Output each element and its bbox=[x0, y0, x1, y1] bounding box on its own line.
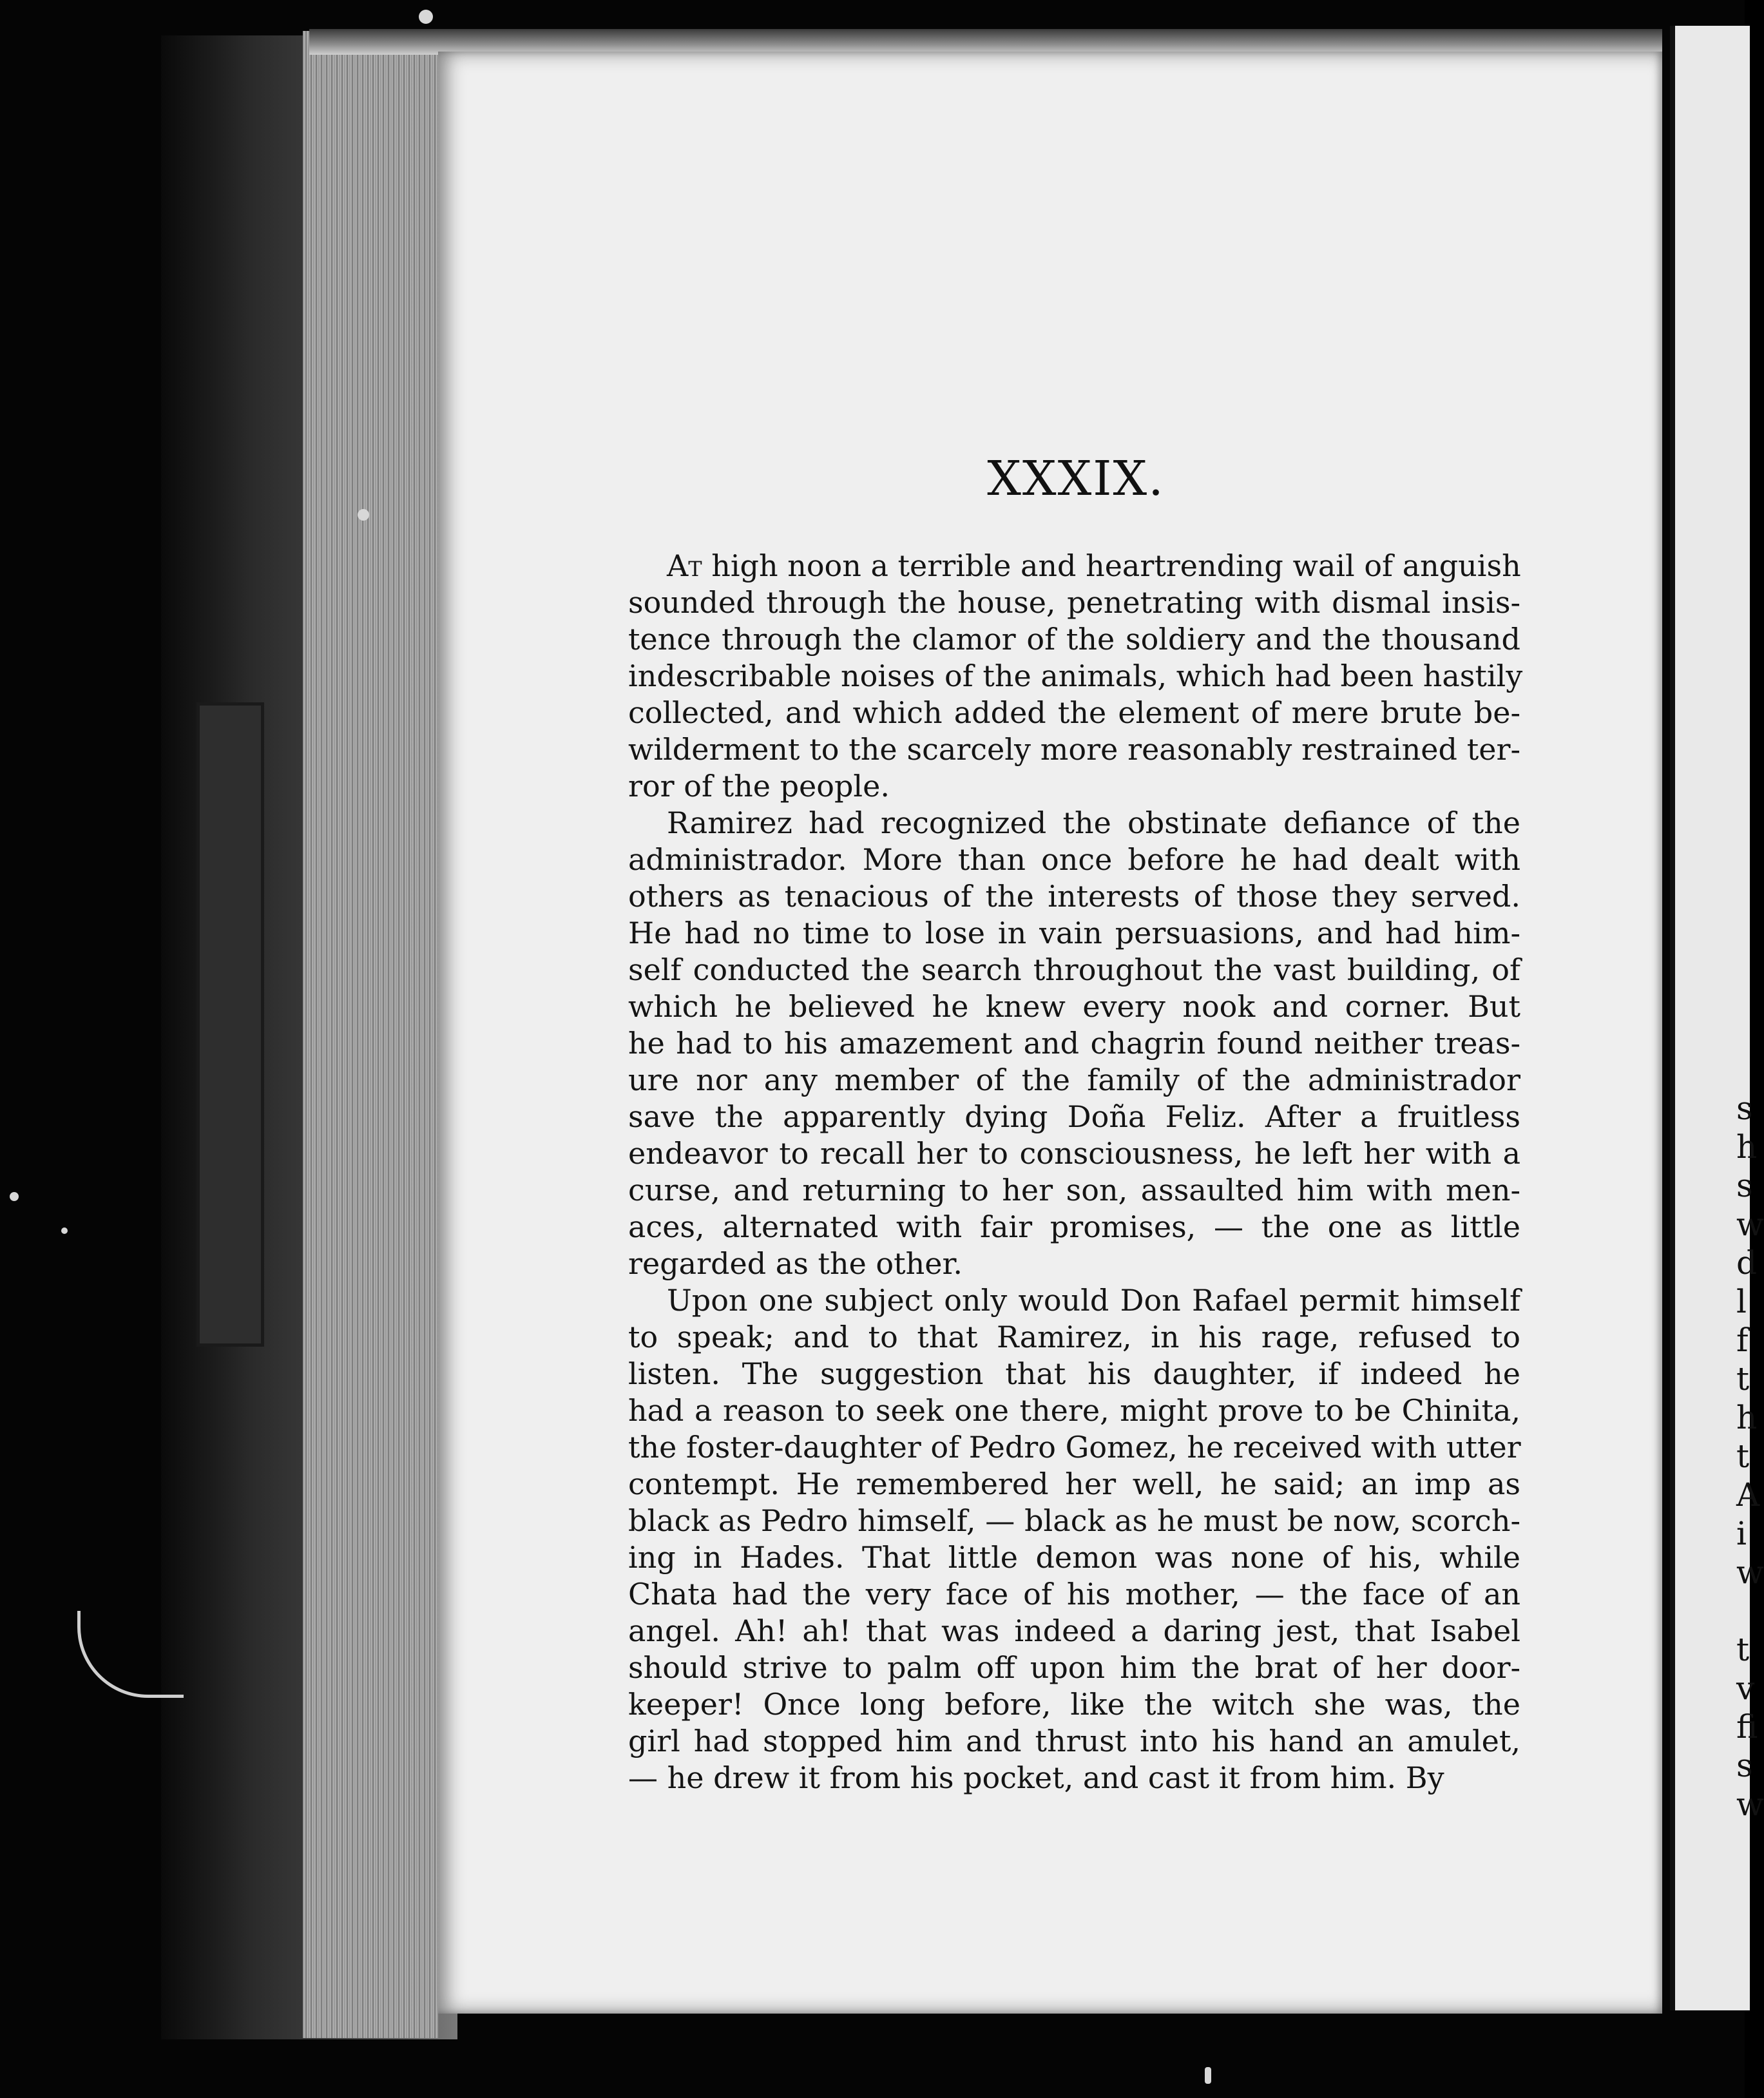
text-line: endeavor to recall her to consciousness, he left her with a bbox=[628, 1136, 1520, 1171]
text-line: should strive to palm off upon him the brat of her door- bbox=[628, 1650, 1520, 1685]
body-text bbox=[628, 548, 1523, 1796]
text-line: ror of the people. bbox=[628, 769, 890, 804]
dust-speck bbox=[419, 10, 433, 24]
text-line: He had no time to lose in vain persuasions, and had him- bbox=[628, 916, 1520, 950]
text-line: sounded through the house, penetrating with dismal insis- bbox=[628, 585, 1520, 620]
text-line: the foster-daughter of Pedro Gomez, he received with utter bbox=[628, 1430, 1521, 1465]
text-line: tence through the clamor of the soldiery and the thousand bbox=[628, 622, 1520, 657]
paragraph-lead-word: At bbox=[667, 548, 702, 583]
text-line: he had to his amazement and chagrin found neither treas- bbox=[628, 1026, 1520, 1061]
chapter-heading: XXXIX. bbox=[987, 451, 1165, 506]
text-line: black as Pedro himself, — black as he must be now, scorch- bbox=[628, 1503, 1520, 1538]
dust-speck bbox=[61, 1227, 68, 1234]
text-line: to speak; and to that Ramirez, in his rage, refused to bbox=[628, 1320, 1520, 1354]
text-line: ure nor any member of the family of the administrador bbox=[628, 1063, 1520, 1097]
dust-speck bbox=[10, 1192, 19, 1201]
text-line: which he believed he knew every nook and corner. But bbox=[628, 989, 1520, 1024]
text-line: listen. The suggestion that his daughter, if indeed he bbox=[628, 1356, 1520, 1391]
text-line: indescribable noises of the animals, which had been hastily bbox=[628, 659, 1523, 693]
text-line: girl had stopped him and thrust into his hand an amulet, bbox=[628, 1724, 1520, 1758]
text-line: others as tenacious of the interests of those they served. bbox=[628, 879, 1520, 914]
adjacent-page-text: s h s w d l f t h t A i w t v fi s w bbox=[1736, 1090, 1764, 1823]
text-line: — he drew it from his pocket, and cast it from him. By bbox=[628, 1760, 1444, 1795]
text-line: regarded as the other. bbox=[628, 1246, 963, 1281]
dust-speck bbox=[358, 509, 369, 521]
text-line: save the apparently dying Doña Feliz. After a fruitless bbox=[628, 1099, 1520, 1134]
text-line: keeper! Once long before, like the witch she was, the bbox=[628, 1687, 1520, 1722]
text-line-rest: high noon a terrible and heartrending wail of anguish bbox=[702, 548, 1521, 583]
text-line: angel. Ah! ah! that was indeed a daring jest, that Isabel bbox=[628, 1613, 1520, 1648]
text-line: ing in Hades. That little demon was none of his, while bbox=[628, 1540, 1520, 1575]
text-line: wilderment to the scarcely more reasonably restrained ter- bbox=[628, 732, 1520, 767]
text-line: administrador. More than once before he had dealt with bbox=[628, 842, 1520, 877]
text-line: aces, alternated with fair promises, — the one as little bbox=[628, 1209, 1520, 1244]
scan-scratch bbox=[77, 1611, 184, 1698]
text-line: self conducted the search throughout the vast building, of bbox=[628, 952, 1520, 987]
text-line: Chata had the very face of his mother, — the face of an bbox=[628, 1577, 1520, 1612]
text-line: contempt. He remembered her well, he said; an imp as bbox=[628, 1467, 1520, 1501]
spine-label bbox=[197, 702, 264, 1347]
top-page-edge bbox=[309, 29, 1662, 55]
page-edges bbox=[303, 31, 438, 2038]
text-line: Ramirez had recognized the obstinate defiance of the bbox=[667, 805, 1520, 840]
text-line: Upon one subject only would Don Rafael permit himself bbox=[667, 1283, 1520, 1318]
dust-speck bbox=[1205, 2067, 1211, 2084]
text-line: had a reason to seek one there, might prove to be Chinita, bbox=[628, 1393, 1520, 1428]
text-line: curse, and returning to her son, assaulted him with men- bbox=[628, 1173, 1520, 1208]
text-line: collected, and which added the element of mere brute be- bbox=[628, 695, 1520, 730]
text-line bbox=[628, 548, 1520, 584]
